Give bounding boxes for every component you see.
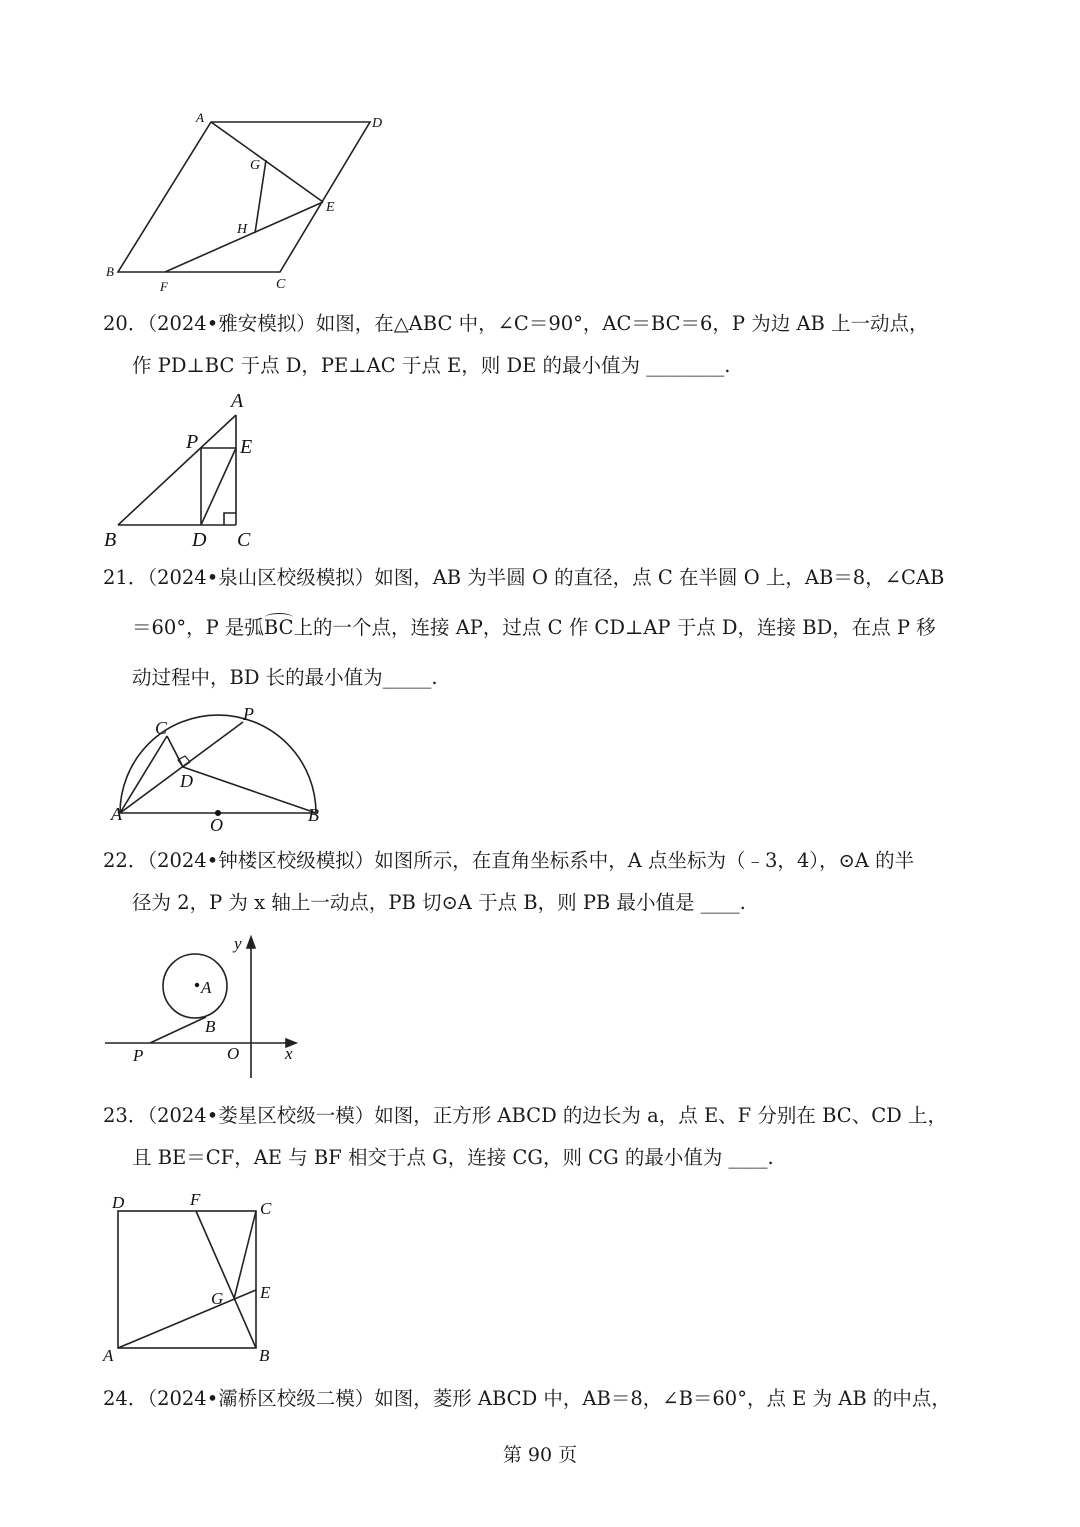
segment-ae <box>118 1290 256 1348</box>
label-c: C <box>155 718 168 738</box>
label-e: E <box>260 1283 271 1302</box>
label-o: O <box>210 815 223 835</box>
label-b: B <box>106 264 114 279</box>
question-21-line-2-a: ＝60°，P 是弧 <box>132 616 264 639</box>
label-c: C <box>260 1199 272 1218</box>
page-number: 第 90 页 <box>502 1444 578 1466</box>
label-d: D <box>372 116 383 131</box>
square-outline <box>118 1211 256 1348</box>
segment-ae <box>211 122 323 202</box>
center-point-a <box>195 983 199 987</box>
question-23-line-1: 23．（2024•娄星区校级一模）如图，正方形 ABCD 的边长为 a，点 E、F 分别在 BC、CD 上， <box>103 1104 947 1127</box>
label-p: P <box>243 704 254 724</box>
label-a: A <box>111 804 122 824</box>
label-b: B <box>308 805 319 825</box>
label-x: x <box>285 1044 293 1063</box>
label-a: A <box>201 978 212 997</box>
segment-bf <box>196 1211 256 1348</box>
circle-a <box>163 954 227 1018</box>
arc-bc-notation: BC <box>263 616 294 639</box>
label-p: P <box>133 1046 144 1065</box>
label-d: D <box>180 771 193 791</box>
label-b: B <box>205 1017 216 1036</box>
label-d: D <box>112 1193 125 1212</box>
question-24-line-1: 24．（2024•灞桥区校级二模）如图，菱形 ABCD 中，AB＝8，∠B＝60°，点 E 为 AB 的中点， <box>103 1387 951 1410</box>
question-22-line-1: 22．（2024•钟楼区校级模拟）如图所示，在直角坐标系中，A 点坐标为（﹣3，4），⊙A 的半 <box>103 849 915 872</box>
y-axis-arrow <box>247 937 255 948</box>
label-a: A <box>196 110 204 125</box>
label-e: E <box>240 436 253 458</box>
label-b: B <box>259 1346 270 1365</box>
label-e: E <box>326 200 335 215</box>
label-h: H <box>237 222 248 237</box>
label-a: A <box>231 390 244 412</box>
segment-cd <box>167 736 183 767</box>
label-b: B <box>104 529 117 551</box>
question-21-line-3: 动过程中，BD 长的最小值为_____. <box>132 666 438 689</box>
segment-cg <box>234 1211 256 1299</box>
label-p: P <box>186 431 199 453</box>
segment-fe <box>165 202 323 272</box>
question-20-line-1: 20．（2024•雅安模拟）如图，在△ABC 中，∠C＝90°，AC＝BC＝6，P 为边 AB 上一动点， <box>103 312 929 335</box>
figure-right-triangle-abc <box>0 380 1080 555</box>
parallelogram-outline <box>118 122 370 272</box>
label-d: D <box>192 529 207 551</box>
label-g: G <box>211 1289 224 1308</box>
segment-ap <box>120 722 243 813</box>
tangent-pb <box>150 1017 206 1043</box>
question-21-line-1: 21．（2024•泉山区校级模拟）如图，AB 为半圆 O 的直径，点 C 在半圆 O 上，AB＝8，∠CAB <box>103 566 945 589</box>
label-y: y <box>234 934 242 953</box>
segment-bd <box>183 767 316 813</box>
label-g: G <box>250 158 261 173</box>
label-f: F <box>190 1190 201 1209</box>
figure-parallelogram-abcd <box>0 0 1080 300</box>
question-23-line-2: 且 BE＝CF，AE 与 BF 相交于点 G，连接 CG，则 CG 的最小值为 ____. <box>132 1146 774 1169</box>
label-a: A <box>103 1346 114 1365</box>
question-20-line-2: 作 PD⊥BC 于点 D，PE⊥AC 于点 E，则 DE 的最小值为 ________. <box>132 354 731 377</box>
right-angle-mark <box>224 513 236 525</box>
label-c: C <box>276 277 286 292</box>
figure-coordinate-circle <box>0 925 1080 1085</box>
question-21-line-2-b: 上的一个点，连接 AP，过点 C 作 CD⊥AP 于点 D，连接 BD，在点 P 移 <box>293 616 936 639</box>
figure-square-abcd <box>0 1185 1080 1370</box>
label-f: F <box>160 279 168 294</box>
label-o: O <box>227 1044 240 1063</box>
question-22-line-2: 径为 2，P 为 x 轴上一动点，PB 切⊙A 于点 B，则 PB 最小值是 ____. <box>132 891 746 914</box>
question-21-line-2 <box>132 615 936 640</box>
label-c: C <box>237 529 251 551</box>
figure-semicircle <box>0 700 1080 840</box>
side-ab <box>118 415 236 525</box>
